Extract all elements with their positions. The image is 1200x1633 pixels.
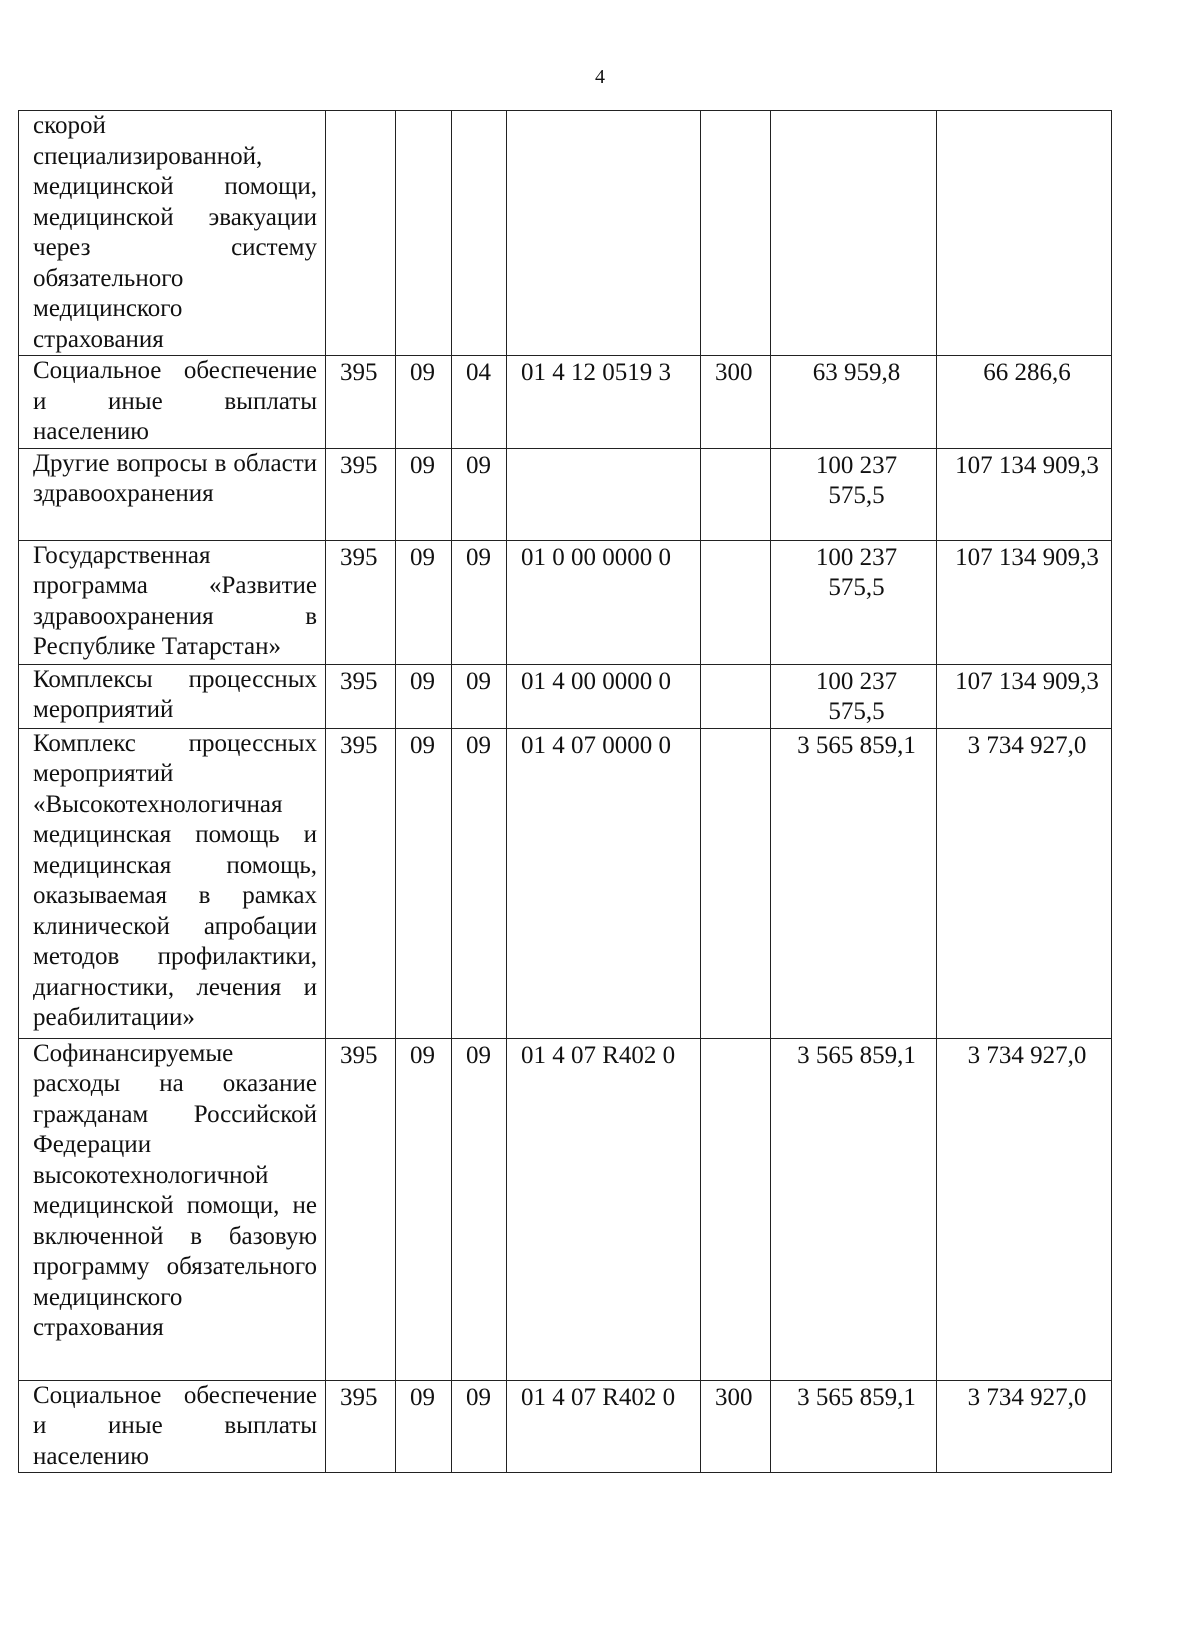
- expense-type-code: 300: [701, 356, 771, 449]
- subsection-code: 09: [452, 540, 507, 664]
- section-code: 09: [396, 1038, 452, 1380]
- ministry-code: 395: [326, 664, 396, 728]
- table-row: [19, 664, 1112, 728]
- subsection-code: 09: [452, 1380, 507, 1473]
- row-name: Комплекс процессных мероприятий «Высокотехнологичная медицинская помощь и медицинская помощь, оказываемая в рамках клинической апробации методов профилактики, диагностики, лечения и реабилитации»: [19, 728, 326, 1038]
- target-article-code: 01 0 00 0000 0: [507, 540, 701, 664]
- sum-year-2: 107 134 909,3: [937, 540, 1112, 664]
- table-row: [19, 448, 1112, 540]
- sum-year-2: 66 286,6: [937, 356, 1112, 449]
- subsection-code: 04: [452, 356, 507, 449]
- row-name: скорой специализированной, медицинской помощи, медицинской эвакуации через систему обязательного медицинского страхования: [19, 111, 326, 356]
- expense-type-code: 300: [701, 1380, 771, 1473]
- table-row: [19, 356, 1112, 449]
- target-article-code: 01 4 12 0519 3: [507, 356, 701, 449]
- expense-type-code: [701, 1038, 771, 1380]
- subsection-code: 09: [452, 448, 507, 540]
- expense-type-code: [701, 111, 771, 356]
- section-code: 09: [396, 1380, 452, 1473]
- sum-year-2: 3 734 927,0: [937, 1380, 1112, 1473]
- ministry-code: [326, 111, 396, 356]
- section-code: 09: [396, 448, 452, 540]
- section-code: 09: [396, 356, 452, 449]
- ministry-code: 395: [326, 1380, 396, 1473]
- target-article-code: 01 4 00 0000 0: [507, 664, 701, 728]
- ministry-code: 395: [326, 540, 396, 664]
- sum-year-1: 100 237 575,5: [771, 448, 937, 540]
- expense-type-code: [701, 664, 771, 728]
- row-name: Комплексы процессных мероприятий: [19, 664, 326, 728]
- page-number: 4: [595, 66, 605, 88]
- sum-year-2: 107 134 909,3: [937, 664, 1112, 728]
- target-article-code: 01 4 07 R402 0: [507, 1038, 701, 1380]
- table-row: [19, 111, 1112, 356]
- sum-year-2: 3 734 927,0: [937, 1038, 1112, 1380]
- table-row: [19, 540, 1112, 664]
- subsection-code: 09: [452, 728, 507, 1038]
- table-row: [19, 1380, 1112, 1473]
- sum-year-2: 3 734 927,0: [937, 728, 1112, 1038]
- subsection-code: 09: [452, 664, 507, 728]
- target-article-code: [507, 111, 701, 356]
- expense-type-code: [701, 540, 771, 664]
- ministry-code: 395: [326, 1038, 396, 1380]
- row-name: Государственная программа «Развитие здравоохранения в Республике Татарстан»: [19, 540, 326, 664]
- table-row: [19, 1038, 1112, 1380]
- sum-year-1: 3 565 859,1: [771, 1038, 937, 1380]
- row-name: Социальное обеспечение и иные выплаты населению: [19, 1380, 326, 1473]
- row-name: Софинансируемые расходы на оказание гражданам Российской Федерации высокотехнологичной медицинской помощи, не включенной в базовую программу обязательного медицинского страхования: [19, 1038, 326, 1380]
- table-row: [19, 728, 1112, 1038]
- section-code: 09: [396, 728, 452, 1038]
- section-code: [396, 111, 452, 356]
- sum-year-1: 100 237 575,5: [771, 540, 937, 664]
- sum-year-1: 3 565 859,1: [771, 1380, 937, 1473]
- row-name: Социальное обеспечение и иные выплаты населению: [19, 356, 326, 449]
- expense-type-code: [701, 728, 771, 1038]
- sum-year-2: [937, 111, 1112, 356]
- target-article-code: [507, 448, 701, 540]
- row-name: Другие вопросы в области здравоохранения: [19, 448, 326, 540]
- section-code: 09: [396, 540, 452, 664]
- expense-type-code: [701, 448, 771, 540]
- sum-year-1: 3 565 859,1: [771, 728, 937, 1038]
- subsection-code: [452, 111, 507, 356]
- ministry-code: 395: [326, 356, 396, 449]
- target-article-code: 01 4 07 0000 0: [507, 728, 701, 1038]
- ministry-code: 395: [326, 448, 396, 540]
- sum-year-2: 107 134 909,3: [937, 448, 1112, 540]
- subsection-code: 09: [452, 1038, 507, 1380]
- target-article-code: 01 4 07 R402 0: [507, 1380, 701, 1473]
- budget-table: [18, 110, 1112, 1473]
- section-code: 09: [396, 664, 452, 728]
- sum-year-1: 63 959,8: [771, 356, 937, 449]
- ministry-code: 395: [326, 728, 396, 1038]
- sum-year-1: 100 237 575,5: [771, 664, 937, 728]
- sum-year-1: [771, 111, 937, 356]
